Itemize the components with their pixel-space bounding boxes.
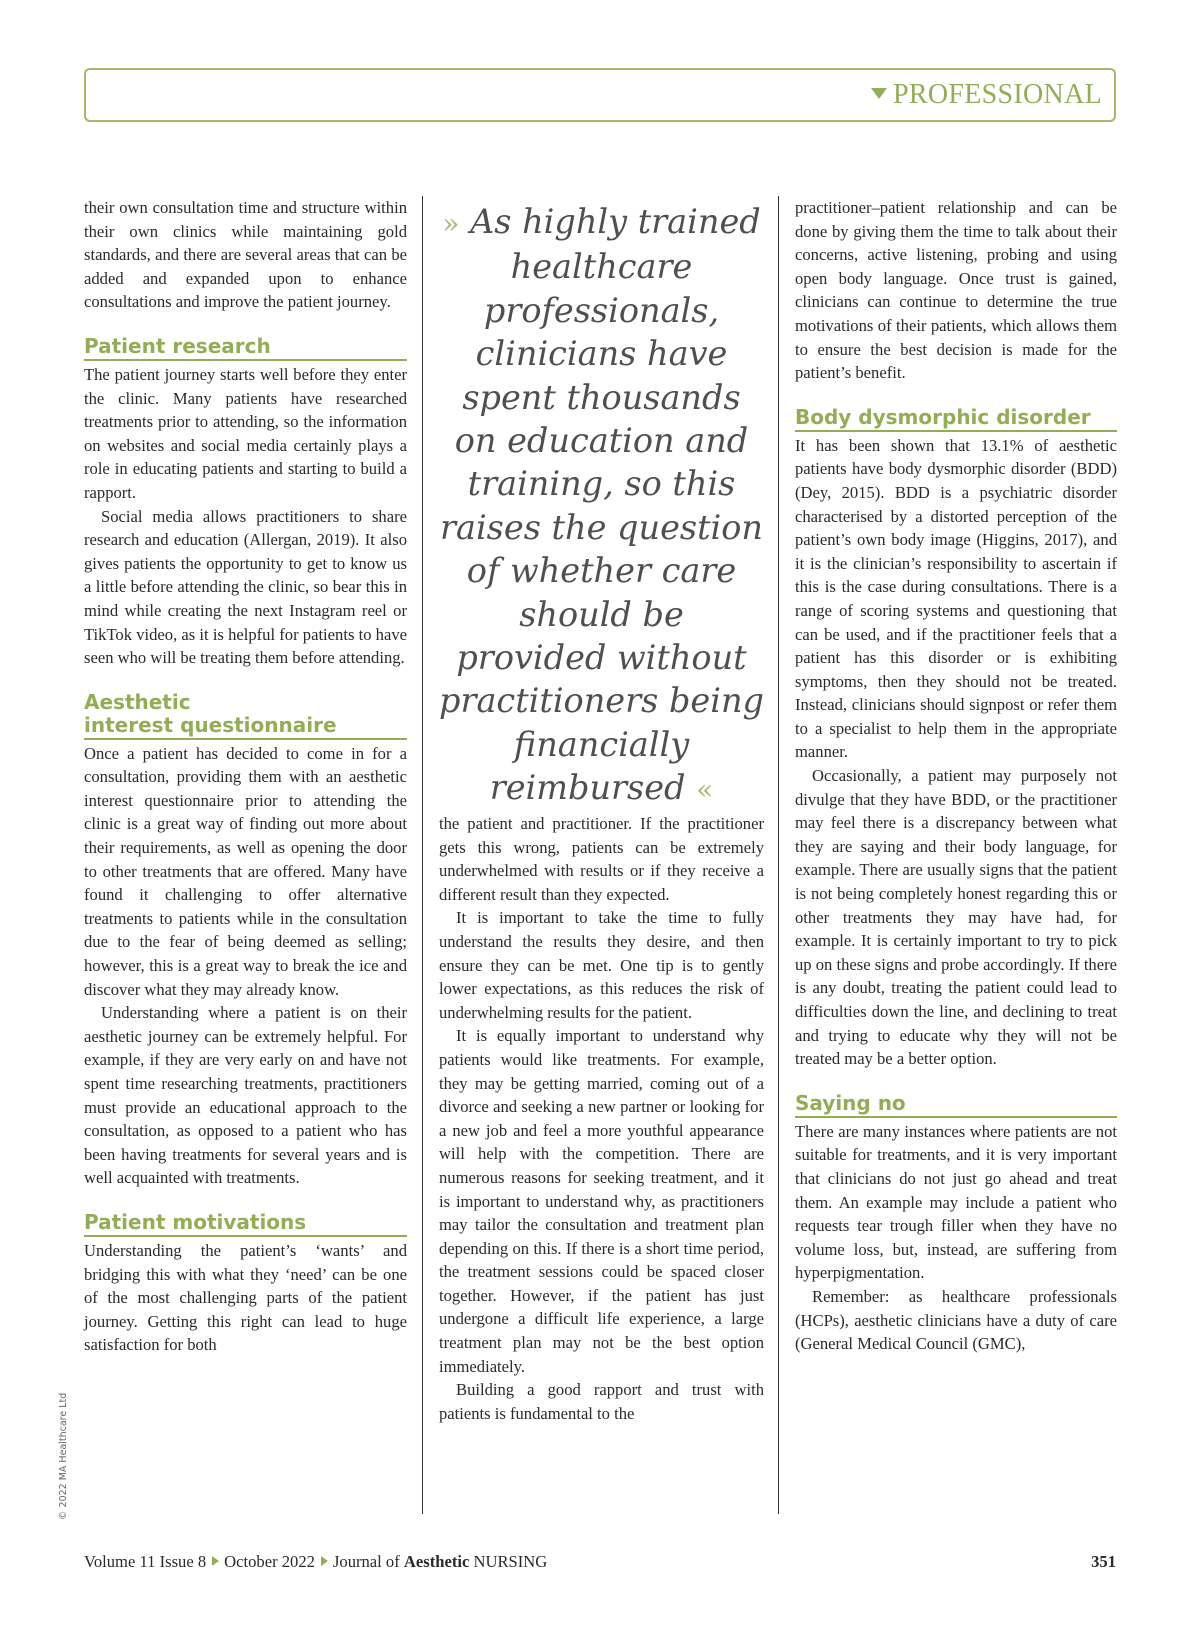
column-divider: [778, 196, 779, 1514]
paragraph: their own consultation time and structure within their own clinics while maintaining gold standards, and there are several areas that can be added and expanded upon to enhance consultations and improve the patient journey.: [84, 198, 407, 312]
paragraph: Social media allows practitioners to share research and education (Allergan, 2019). It also gives patients the opportunity to get to know us a little before attending the clinic, so bear this in mind while creating the next Instagram reel or TikTok video, as it is helpful for patients to have seen who will be treating them before attending.: [84, 506, 407, 668]
heading-patient-motivations: Patient motivations: [84, 1211, 407, 1237]
close-quote-mark: «: [696, 773, 714, 807]
heading-line-2: interest questionnaire: [84, 712, 337, 737]
arrow-right-icon: [212, 1556, 219, 1566]
arrow-right-icon: [321, 1556, 328, 1566]
paragraph: practitioner–patient relationship and can be done by giving them the time to talk about their concerns, active listening, probing and using open body language. Once trust is gained, clinicians can continue to determine the true motivations of their patients, which allows them to ensure the best decision is made for the patient’s benefit.: [795, 198, 1117, 383]
column-left: [84, 196, 407, 1357]
page-footer: [84, 1552, 1116, 1572]
paragraph: Remember: as healthcare professionals (HCPs), aesthetic clinicians have a duty of care (General Medical Council (GMC),: [795, 1286, 1117, 1354]
footer-volume: Volume 11 Issue 8: [84, 1552, 207, 1571]
heading-saying-no: Saying no: [795, 1092, 1117, 1118]
paragraph: Occasionally, a patient may purposely not divulge that they have BDD, or the practitioner may feel there is a discrepancy between what they are saying and their body language, for example. There are usually signs that the patient is not being completely honest regarding this or other treatments they may have had, for example. It is certainly important to try to pick up on these signs and probe accordingly. If there is any doubt, treating the patient could lead to difficulties down the line, and declining to treat and trying to educate why they will not be treated may be a better option.: [795, 766, 1117, 1069]
pull-quote: [439, 200, 764, 812]
page-number: 351: [1091, 1552, 1116, 1571]
paragraph: Once a patient has decided to come in for a consultation, providing them with an aesthetic interest questionnaire prior to attending the clinic is a great way of finding out more about their requirements, as well as opening the door to other treatments that are offered. Many have found it challenging to offer alternative treatments to patients while in the consultation due to the fear of being deemed as selling; however, this is a great way to break the ice and discover what they may already know.: [84, 743, 407, 999]
paragraph: It is equally important to understand why patients would like treatments. For example, they may be getting married, coming out of a divorce and seeking a new partner or looking for a new job and feel a more youthful appearance will help with the competition. There are numerous reasons for seeking treatment, and it is important to understand why, as practitioners may tailor the consultation and treatment plan depending on this. If there is a short time period, the treatment sessions could be spaced closer together. However, if the patient has just undergone a difficult life experience, a large treatment plan may not be the best option immediately.: [439, 1026, 764, 1376]
column-middle: [439, 812, 764, 1425]
footer-journal-bold: Aesthetic: [403, 1552, 470, 1571]
paragraph: Understanding where a patient is on their aesthetic journey can be extremely helpful. For example, if they are very early on and have not spent time researching treatments, practitioners must provide an educational approach to the consultation, as opposed to a patient who has been having treatments for several years and is well acquainted with treatments.: [84, 1003, 407, 1188]
heading-body-dysmorphic-disorder: Body dysmorphic disorder: [795, 406, 1117, 432]
heading-line-1: Aesthetic: [84, 689, 191, 714]
paragraph: It has been shown that 13.1% of aesthetic patients have body dysmorphic disorder (BDD) (Dey, 2015). BDD is a psychiatric disorder characterised by a distorted perception of the patient’s own body image (Higgins, 2017), and it is the clinician’s responsibility to ascertain if this is the case during consultations. There is a range of scoring systems and questioning that can be used, and if the practitioner feels that a patient has this disorder or is exhibiting symptoms, then they should not be treated. Instead, clinicians should signpost or refer them to a specialist to help them in the appropriate manner.: [795, 435, 1117, 762]
paragraph: Building a good rapport and trust with patients is fundamental to the: [439, 1380, 764, 1423]
pull-quote-text: As highly trained healthcare professionals, clinicians have spent thousands on education and training, so this raises the question of whether care should be provided without practitioners being financially reimbursed: [439, 202, 764, 808]
paragraph: Understanding the patient’s ‘wants’ and bridging this with what they ‘need’ can be one of the most challenging parts of the patient journey. Getting this right can lead to huge satisfaction for both: [84, 1240, 407, 1355]
heading-patient-research: Patient research: [84, 335, 407, 361]
footer-journal-suffix: NURSING: [473, 1552, 548, 1571]
open-quote-mark: »: [442, 207, 460, 240]
paragraph: It is important to take the time to fully understand the results they desire, and then ensure they can be met. One tip is to gently lower expectations, as this reduces the risk of underwhelming results for the patient.: [439, 908, 764, 1022]
section-header: [84, 68, 1116, 122]
paragraph: the patient and practitioner. If the practitioner gets this wrong, patients can be extremely underwhelmed with results or if they receive a different result than they expected.: [439, 814, 764, 904]
heading-aesthetic-interest-questionnaire: [84, 691, 407, 740]
paragraph: The patient journey starts well before they enter the clinic. Many patients have researched treatments prior to attending, so the information on websites and social media certainly plays a role in educating patients and starting to build a rapport.: [84, 364, 407, 502]
column-right: [795, 196, 1117, 1356]
copyright-notice: © 2022 MA Healthcare Ltd: [58, 1392, 69, 1520]
section-label: [871, 79, 1102, 111]
triangle-down-icon: [871, 88, 887, 99]
section-title: PROFESSIONAL: [893, 79, 1102, 110]
paragraph: There are many instances where patients are not suitable for treatments, and it is very important that clinicians do not just go ahead and treat them. An example may include a patient who requests tear trough filler when they have no volume loss, but, instead, are suffering from hyperpigmentation.: [795, 1121, 1117, 1283]
column-divider: [422, 196, 423, 1514]
footer-date: October 2022: [224, 1552, 315, 1571]
footer-journal-prefix: Journal of: [332, 1552, 400, 1571]
